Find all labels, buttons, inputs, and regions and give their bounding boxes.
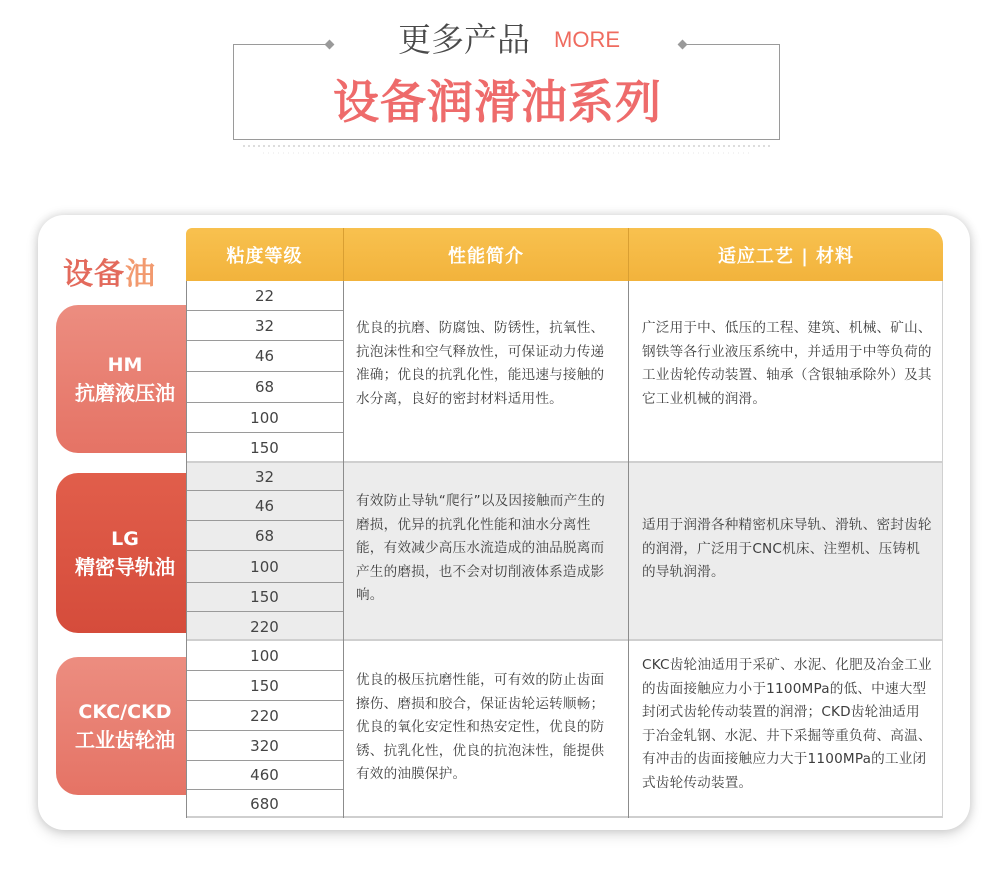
category-title-sub: 油	[125, 257, 156, 292]
product-code: HM	[107, 354, 143, 376]
column-divider	[186, 281, 187, 818]
viscosity-cell: 150	[186, 671, 343, 701]
product-tag-hm	[56, 305, 194, 453]
product-tag-lg	[56, 473, 194, 633]
viscosity-cell: 220	[186, 701, 343, 731]
viscosity-cell: 68	[186, 521, 343, 551]
column-divider	[942, 281, 943, 818]
performance-text: 优良的极压抗磨性能，可有效的防止齿面擦伤、磨损和胶合，保证齿轮运转顺畅；优良的氧化安定性和热安定性，优良的防锈、抗乳化性，优良的抗泡沫性，能提供有效的油膜保护。	[356, 672, 605, 782]
header-line-right	[682, 44, 780, 45]
product-code: CKC/CKD	[78, 701, 172, 723]
viscosity-cell: 460	[186, 761, 343, 790]
viscosity-cell: 46	[186, 491, 343, 521]
performance-text: 有效防止导轨“爬行”以及因接触而产生的磨损，优异的抗乳化性能和油水分离性能，有效减少高压水流造成的油品脱离而产生的磨损，也不会对切削液体系造成影响。	[356, 493, 605, 603]
application-text: 广泛用于中、低压的工程、建筑、机械、矿山、钢铁等各行业液压系统中，并适用于中等负荷的工业齿轮传动装置、轴承（含银轴承除外）及其它工业机械的润滑。	[642, 320, 932, 407]
viscosity-cell: 320	[186, 731, 343, 761]
performance-text: 优良的抗磨、防腐蚀、防锈性，抗氧性、抗泡沫性和空气释放性，可保证动力传递准确；优良的抗乳化性，能迅速与接触的水分离，良好的密封材料适用性。	[356, 320, 605, 407]
column-header-performance: 性能简介	[343, 228, 628, 281]
column-header-viscosity: 粘度等级	[186, 228, 343, 281]
header-decorative-dots	[243, 142, 770, 158]
column-divider	[343, 281, 344, 818]
viscosity-cell: 22	[186, 281, 343, 311]
viscosity-cell: 32	[186, 463, 343, 491]
more-link[interactable]: MORE	[554, 27, 620, 52]
category-title-main: 设备	[63, 257, 125, 292]
column-divider	[628, 281, 629, 818]
product-name: 精密导轨油	[75, 555, 175, 579]
viscosity-cell: 68	[186, 372, 343, 403]
product-name: 工业齿轮油	[75, 728, 175, 752]
product-name: 抗磨液压油	[75, 381, 175, 405]
section-small-title: 更多产品	[398, 20, 530, 59]
viscosity-cell: 100	[186, 641, 343, 671]
table-row-group-ckc	[186, 641, 943, 818]
viscosity-cell: 150	[186, 583, 343, 612]
viscosity-cell: 32	[186, 311, 343, 341]
viscosity-cell: 100	[186, 403, 343, 433]
table-row-group-hm	[186, 281, 943, 463]
product-tag-ckc	[56, 657, 194, 795]
product-code: LG	[111, 528, 139, 550]
application-text: 适用于润滑各种精密机床导轨、滑轨、密封齿轮的润滑，广泛用于CNC机床、注塑机、压铸机的导轨润滑。	[642, 517, 932, 580]
page-title: 设备润滑油系列	[333, 75, 662, 129]
viscosity-cell: 150	[250, 439, 279, 457]
viscosity-cell: 46	[186, 341, 343, 372]
header-line-left	[233, 44, 329, 45]
table-row-group-lg	[186, 463, 943, 641]
viscosity-cell: 680	[250, 795, 279, 813]
column-header-application: 适应工艺 | 材料	[628, 228, 943, 281]
viscosity-cell: 100	[186, 551, 343, 583]
spec-table	[186, 228, 943, 818]
viscosity-cell: 220	[250, 617, 279, 636]
application-text: CKC齿轮油适用于采矿、水泥、化肥及冶金工业的齿面接触应力小于1100MPa的低、中速大型封闭式齿轮传动装置的润滑；CKD齿轮油适用于冶金轧钢、水泥、井下采掘等重负荷、高温、有冲击的齿面接触应力大于1100MPa的工业闭式齿轮传动装置。	[642, 657, 932, 791]
category-title	[63, 249, 156, 293]
